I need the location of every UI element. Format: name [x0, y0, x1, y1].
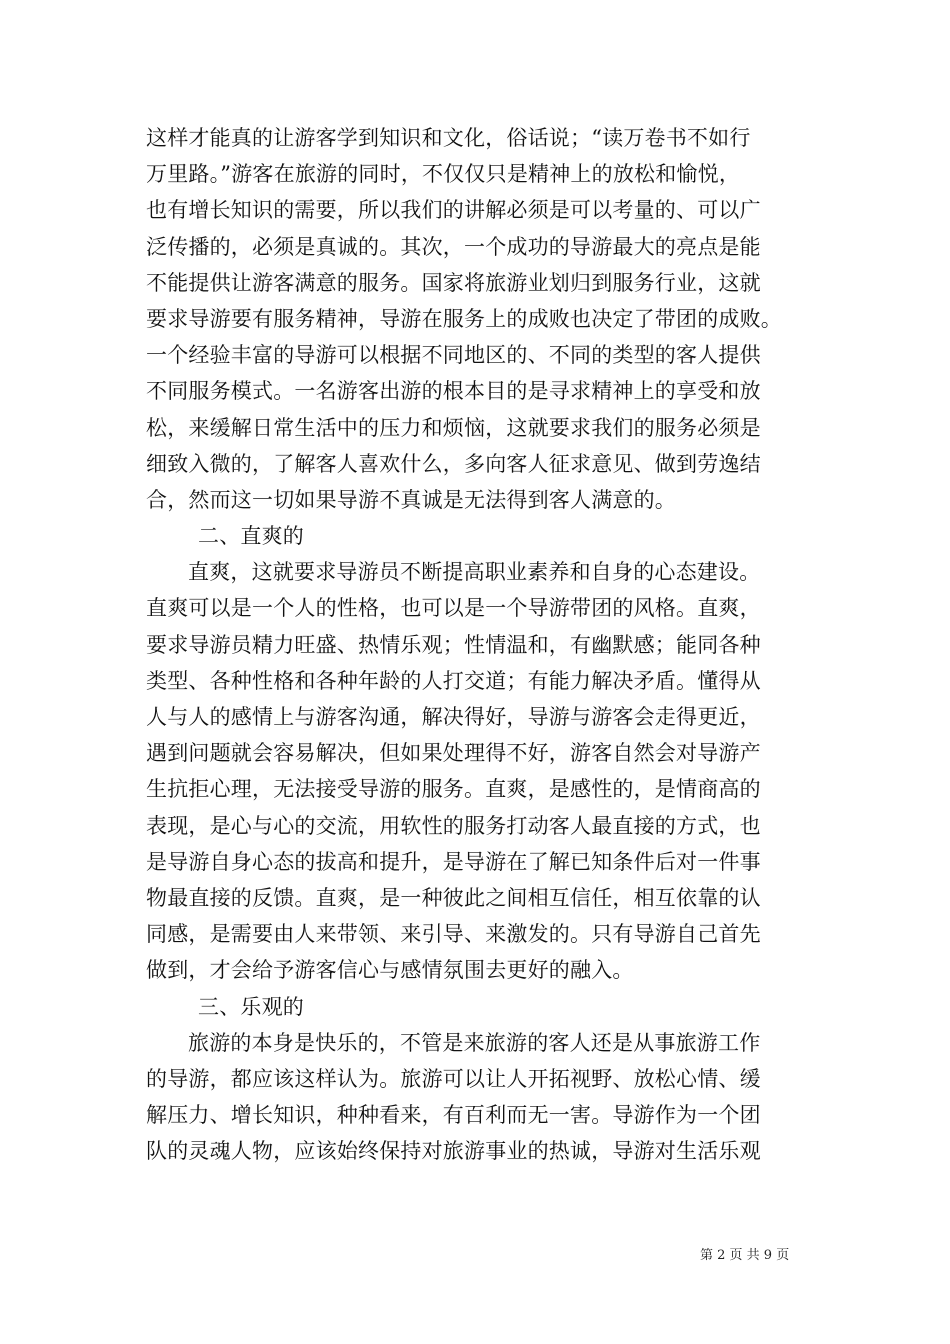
text-line: 万里路。”游客在旅游的同时，不仅仅只是精神上的放松和愉悦，	[146, 162, 741, 187]
text-line: 松，来缓解日常生活中的压力和烦恼，这就要求我们的服务必须是	[146, 415, 761, 440]
text-line: 队的灵魂人物，应该始终保持对旅游事业的热诚，导游对生活乐观	[146, 1139, 761, 1164]
text-line: 生抗拒心理，无法接受导游的服务。直爽，是感性的，是情商高的	[146, 777, 761, 802]
text-line: 一个经验丰富的导游可以根据不同地区的、不同的类型的客人提供	[146, 343, 761, 368]
paragraph-start-line: 直爽，这就要求导游员不断提高职业素养和自身的心态建设。	[188, 560, 761, 585]
text-line: 这样才能真的让游客学到知识和文化，俗话说；“读万卷书不如行	[146, 126, 751, 150]
document-body	[146, 120, 811, 1169]
paragraph-start-line: 旅游的本身是快乐的，不管是来旅游的客人还是从事旅游工作	[188, 1030, 761, 1055]
section-heading: 二、直爽的	[198, 524, 304, 549]
text-line: 要求导游要有服务精神，导游在服务上的成败也决定了带团的成败。	[146, 306, 782, 331]
text-line: 人与人的感情上与游客沟通，解决得好，导游与游客会走得更近，	[146, 705, 761, 729]
text-line: 同感，是需要由人来带领、来引导、来激发的。只有导游自己首先	[146, 922, 761, 947]
text-line: 也有增长知识的需要，所以我们的讲解必须是可以考量的、可以广	[146, 198, 761, 223]
text-line: 不同服务模式。一名游客出游的根本目的是寻求精神上的享受和放	[146, 379, 761, 404]
page-number-footer: 第 2 页 共 9 页	[700, 1248, 790, 1263]
text-line: 合，然而这一切如果导游不真诚是无法得到客人满意的。	[146, 487, 676, 512]
text-line: 泛传播的，必须是真诚的。其次，一个成功的导游最大的亮点是能	[146, 234, 761, 259]
text-line: 类型、各种性格和各种年龄的人打交道；有能力解决矛盾。懂得从	[146, 668, 761, 693]
text-line: 物最直接的反馈。直爽，是一种彼此之间相互信任，相互依靠的认	[146, 885, 761, 910]
section-heading: 三、乐观的	[198, 994, 304, 1019]
text-line: 表现，是心与心的交流，用软性的服务打动客人最直接的方式，也	[146, 813, 761, 838]
text-line: 的导游，都应该这样认为。旅游可以让人开拓视野、放松心情、缓	[146, 1066, 761, 1091]
text-line: 做到，才会给予游客信心与感情氛围去更好的融入。	[146, 958, 634, 983]
text-line: 细致入微的，了解客人喜欢什么，多向客人征求意见、做到劳逸结	[146, 451, 761, 476]
text-line: 是导游自身心态的拔高和提升，是导游在了解已知条件后对一件事	[146, 849, 761, 874]
text-line: 不能提供让游客满意的服务。国家将旅游业划归到服务行业，这就	[146, 270, 761, 295]
text-line: 直爽可以是一个人的性格，也可以是一个导游带团的风格。直爽，	[146, 596, 761, 621]
text-line: 遇到问题就会容易解决，但如果处理得不好，游客自然会对导游产	[146, 741, 761, 766]
text-line: 要求导游员精力旺盛、热情乐观；性情温和，有幽默感；能同各种	[146, 632, 761, 657]
text-line: 解压力、增长知识，种种看来，有百利而无一害。导游作为一个团	[146, 1103, 761, 1128]
